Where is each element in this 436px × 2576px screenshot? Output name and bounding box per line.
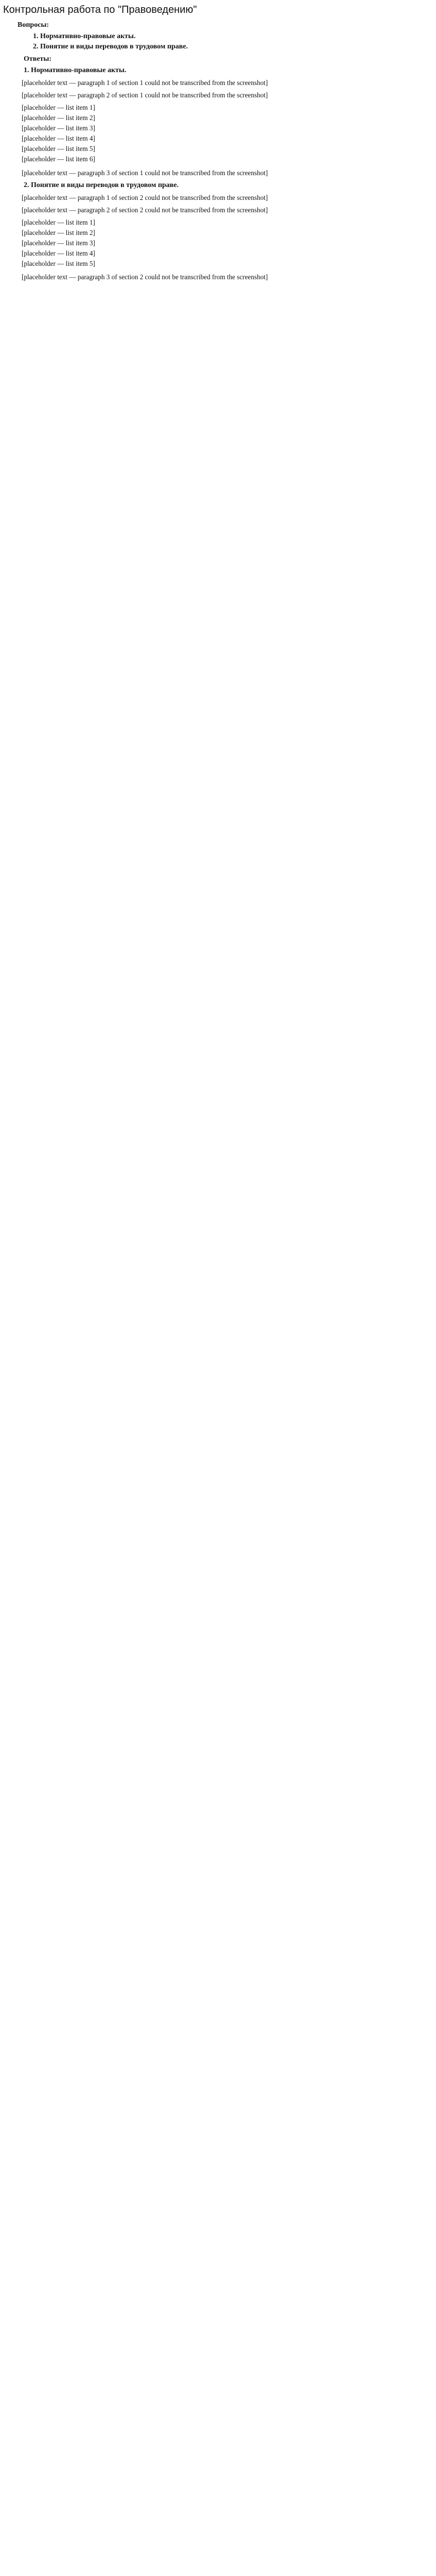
list-item: [placeholder — list item 4] [22, 134, 95, 143]
questions-label: Вопросы: [18, 21, 49, 29]
list-item: [placeholder — list item 4] [22, 249, 95, 257]
list-item: [placeholder — list item 1] [22, 218, 95, 226]
list-item: [placeholder — list item 1] [22, 104, 95, 112]
list-item: [placeholder — list item 3] [22, 239, 95, 247]
paragraph: [placeholder text — paragraph 1 of section 2 could not be transcribed from the screenshot] [22, 193, 268, 201]
list-item: [placeholder — list item 3] [22, 124, 95, 132]
paragraph: [placeholder text — paragraph 3 of section 2 could not be transcribed from the screenshot] [22, 273, 268, 281]
paragraph: [placeholder text — paragraph 2 of section 1 could not be transcribed from the screenshot] [22, 91, 268, 99]
list-item: [placeholder — list item 6] [22, 155, 95, 163]
section-heading: 2. Понятие и виды переводов в трудовом праве. [24, 181, 179, 189]
document-page [0, 0, 436, 295]
question-item: 1. Нормативно-правовые акты. [33, 32, 136, 40]
list-item: [placeholder — list item 2] [22, 228, 95, 236]
section-list [3, 103, 433, 164]
paragraph: [placeholder text — paragraph 3 of section 1 could not be transcribed from the screenshot] [22, 168, 268, 177]
list-item: [placeholder — list item 5] [22, 145, 95, 153]
section-heading: 1. Нормативно-правовые акты. [24, 66, 127, 74]
list-item: [placeholder — list item 5] [22, 259, 95, 267]
answers-label: Ответы: [24, 55, 52, 63]
question-item: 2. Понятие и виды переводов в трудовом праве. [33, 43, 188, 50]
section-list [3, 217, 433, 269]
paragraph: [placeholder text — paragraph 2 of section 2 could not be transcribed from the screenshot] [22, 206, 268, 214]
paragraph: [placeholder text — paragraph 1 of section 1 could not be transcribed from the screenshot] [22, 79, 268, 87]
document-title: Контрольная работа по "Правоведению" [3, 4, 197, 15]
list-item: [placeholder — list item 2] [22, 114, 95, 122]
